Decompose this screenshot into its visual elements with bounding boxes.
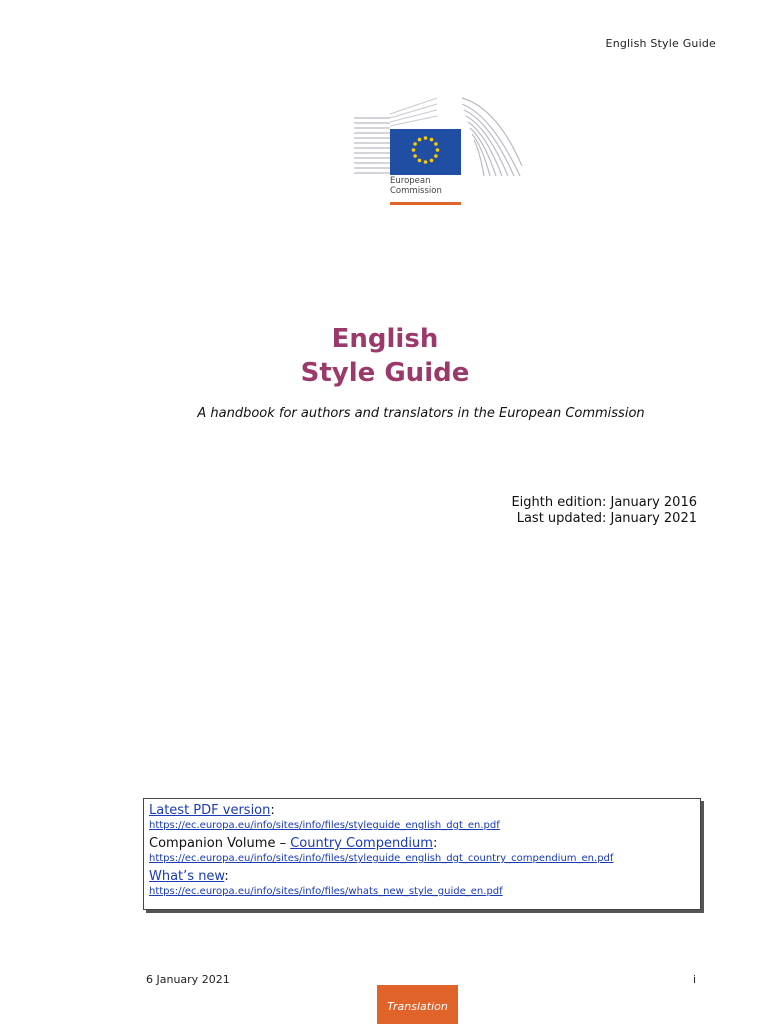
- page-number: i: [692, 973, 696, 986]
- document-title: [0, 322, 770, 390]
- pdf-url-link[interactable]: https://ec.europa.eu/info/sites/info/files/styleguide_english_dgt_en.pdf: [149, 820, 500, 831]
- running-header: English Style Guide: [605, 37, 716, 50]
- whatsnew-colon: :: [224, 869, 229, 884]
- eu-flag-icon: [352, 96, 522, 176]
- logo-text: [390, 176, 442, 196]
- companion-colon: :: [432, 836, 438, 851]
- logo-line-european: European: [390, 176, 431, 186]
- latest-pdf-link[interactable]: Latest PDF version: [149, 803, 271, 818]
- european-commission-logo: [352, 96, 522, 208]
- whatsnew-link-row: [149, 869, 695, 898]
- whatsnew-url-link[interactable]: https://ec.europa.eu/info/sites/info/files/whats_new_style_guide_en.pdf: [149, 886, 503, 897]
- footer-date: 6 January 2021: [146, 973, 230, 986]
- last-updated-date: Last updated: January 2021: [516, 511, 697, 526]
- edition-date: Eighth edition: January 2016: [511, 495, 697, 510]
- title-line-1: English: [331, 324, 439, 354]
- companion-url-link[interactable]: https://ec.europa.eu/info/sites/info/files/styleguide_english_dgt_country_compendium_en.pdf: [149, 853, 614, 864]
- edition-info: [511, 495, 697, 527]
- logo-line-commission: Commission: [390, 186, 442, 196]
- document-subtitle: A handbook for authors and translators in the European Commission: [197, 406, 645, 421]
- title-line-2: Style Guide: [300, 358, 470, 388]
- logo-underline: [390, 202, 461, 205]
- companion-link-row: [149, 836, 695, 865]
- links-box: [143, 798, 701, 910]
- pdf-colon: :: [270, 803, 275, 818]
- translation-tab: Translation: [377, 985, 458, 1024]
- country-compendium-link[interactable]: Country Compendium: [290, 836, 433, 851]
- companion-prefix: Companion Volume –: [149, 836, 291, 851]
- whats-new-link[interactable]: What’s new: [149, 869, 225, 884]
- pdf-link-row: [149, 803, 695, 832]
